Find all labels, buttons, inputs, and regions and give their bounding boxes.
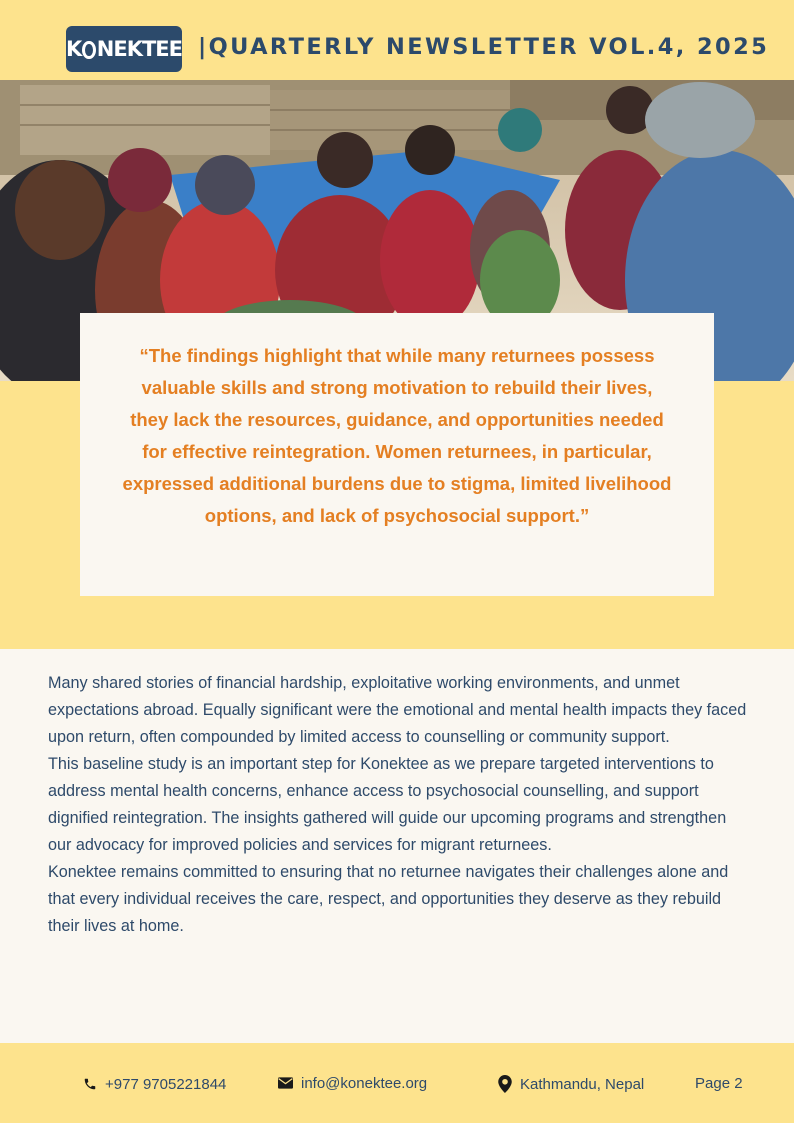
pull-quote-text: “The findings highlight that while many returnees possess valuable skills and strong motivation to rebuild their lives, they lack the resources, guidance, and opportunities needed for effective reintegration. Women returnees, in particular, expressed additional burdens due to stigma, limited livelihood options, and lack of psychosocial support.” xyxy=(122,345,672,526)
body-paragraph: This baseline study is an important step for Konektee as we prepare targeted interventions to address mental health concerns, enhance access to psychosocial counselling, and support dignified reintegration. The insights gathered will guide our upcoming programs and strengthen our advocacy for improved policies and services for migrant returnees. xyxy=(48,755,727,854)
footer xyxy=(0,1043,794,1123)
header xyxy=(0,0,794,80)
footer-phone[interactable]: +977 9705221844 xyxy=(83,1074,226,1094)
phone-icon xyxy=(83,1077,97,1091)
logo-ring-icon xyxy=(82,41,96,59)
location-pin-icon xyxy=(498,1075,512,1093)
konektee-logo: K NEKTEE xyxy=(66,26,182,72)
body-paragraph: Many shared stories of financial hardship, exploitative working environments, and unmet expectations abroad. Equally significant were the emotional and mental health impacts they faced upon return, often compounded by limited access to counselling or community support. xyxy=(48,674,747,746)
mail-icon xyxy=(278,1077,293,1089)
footer-email[interactable]: info@konektee.org xyxy=(278,1073,427,1093)
newsletter-title: |QUARTERLY NEWSLETTER VOL.4, 2025 xyxy=(198,34,770,60)
body-paragraph: Konektee remains committed to ensuring that no returnee navigates their challenges alone and that every individual receives the care, respect, and opportunities they deserve as they rebuild their lives at home. xyxy=(48,863,729,935)
article-body xyxy=(48,670,748,940)
footer-location: Kathmandu, Nepal xyxy=(498,1074,644,1094)
page-number: Page 2 xyxy=(695,1074,743,1092)
